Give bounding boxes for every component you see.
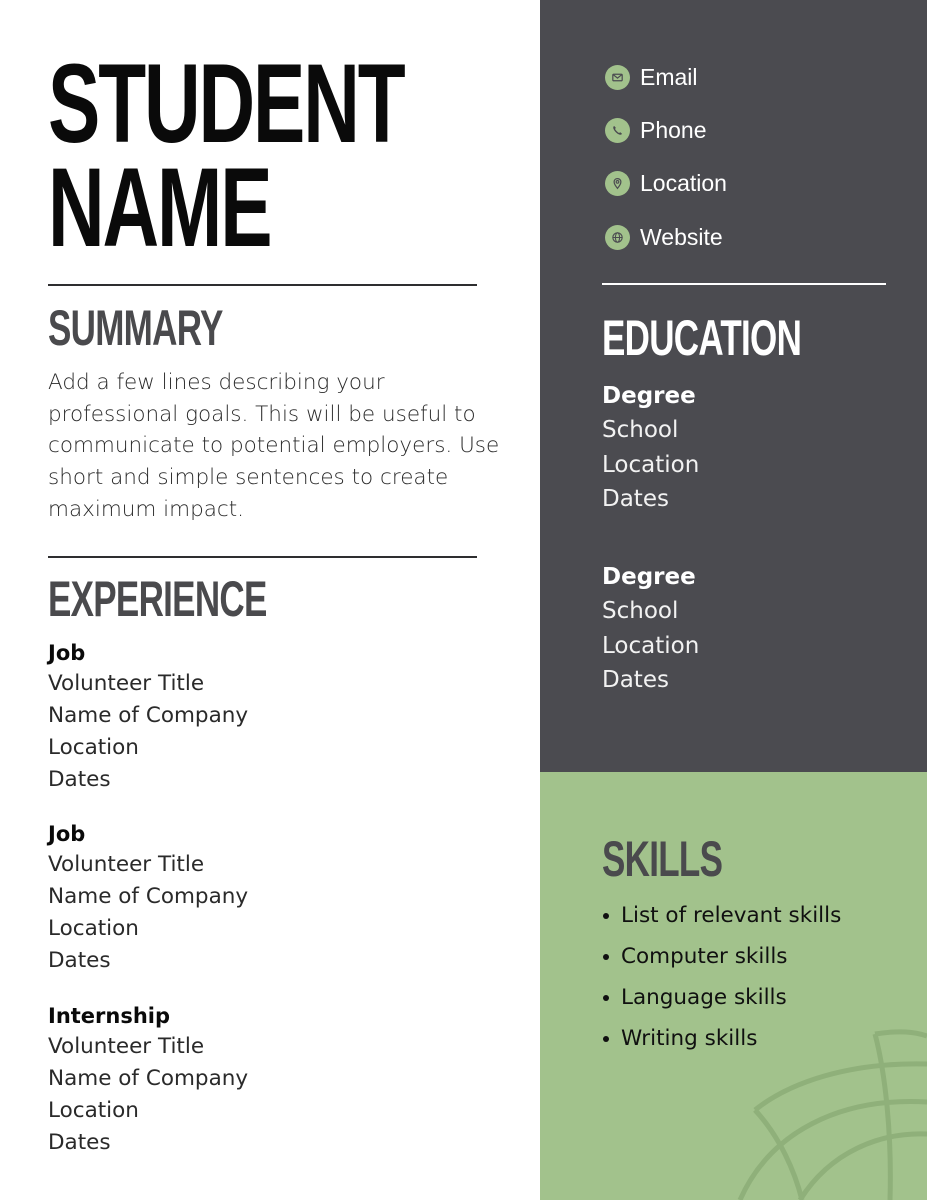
experience-heading: EXPERIENCE [48, 571, 267, 627]
contact-website-label: Website [640, 223, 723, 250]
skill-item: Computer skills [602, 936, 902, 977]
phone-icon [605, 118, 630, 143]
job-location: Location [48, 735, 139, 760]
contact-location-label: Location [640, 169, 727, 196]
job-role: Volunteer Title [48, 671, 205, 696]
skills-list [602, 895, 902, 1059]
experience-item [48, 1001, 468, 1159]
divider [48, 556, 477, 558]
job-role: Volunteer Title [48, 852, 205, 877]
contact-phone-label: Phone [640, 116, 707, 143]
skill-item: Language skills [602, 977, 902, 1018]
job-company: Name of Company [48, 884, 249, 909]
job-location: Location [48, 1098, 139, 1123]
job-role: Volunteer Title [48, 1034, 205, 1059]
summary-text: Add a few lines describing your professional goals. This will be useful to communicate to potential employers. Use short and simple sentences to create maximum impact. [48, 370, 500, 522]
job-location: Location [48, 916, 139, 941]
job-title: Job [48, 822, 86, 846]
name-line-1: STUDENT [48, 41, 404, 166]
name-line-2: NAME [48, 145, 271, 270]
education-degree: Degree [602, 564, 696, 590]
contact-website[interactable] [605, 222, 723, 252]
email-icon [605, 65, 630, 90]
job-title: Internship [48, 1004, 171, 1028]
divider [48, 284, 477, 286]
education-dates: Dates [602, 667, 669, 693]
divider [602, 283, 886, 285]
contact-phone[interactable] [605, 115, 707, 145]
education-item [602, 380, 902, 517]
education-location: Location [602, 451, 700, 478]
education-location: Location [602, 632, 700, 659]
contact-location[interactable] [605, 168, 727, 198]
education-school: School [602, 598, 679, 624]
contact-email-label: Email [640, 63, 698, 90]
job-title: Job [48, 641, 86, 665]
skill-item: List of relevant skills [602, 895, 902, 936]
job-dates: Dates [48, 1130, 111, 1155]
education-degree: Degree [602, 383, 696, 409]
experience-item [48, 638, 468, 796]
education-item [602, 561, 902, 698]
student-name [48, 41, 404, 270]
education-dates: Dates [602, 486, 669, 512]
job-company: Name of Company [48, 703, 249, 728]
experience-item [48, 819, 468, 977]
globe-icon [605, 225, 630, 250]
job-dates: Dates [48, 767, 111, 792]
skill-item: Writing skills [602, 1018, 902, 1059]
job-dates: Dates [48, 948, 111, 973]
skills-heading: SKILLS [602, 831, 723, 887]
education-heading: EDUCATION [602, 310, 802, 366]
location-pin-icon [605, 171, 630, 196]
education-school: School [602, 417, 679, 443]
job-company: Name of Company [48, 1066, 249, 1091]
summary-heading: SUMMARY [48, 300, 223, 356]
contact-email[interactable] [605, 62, 698, 92]
